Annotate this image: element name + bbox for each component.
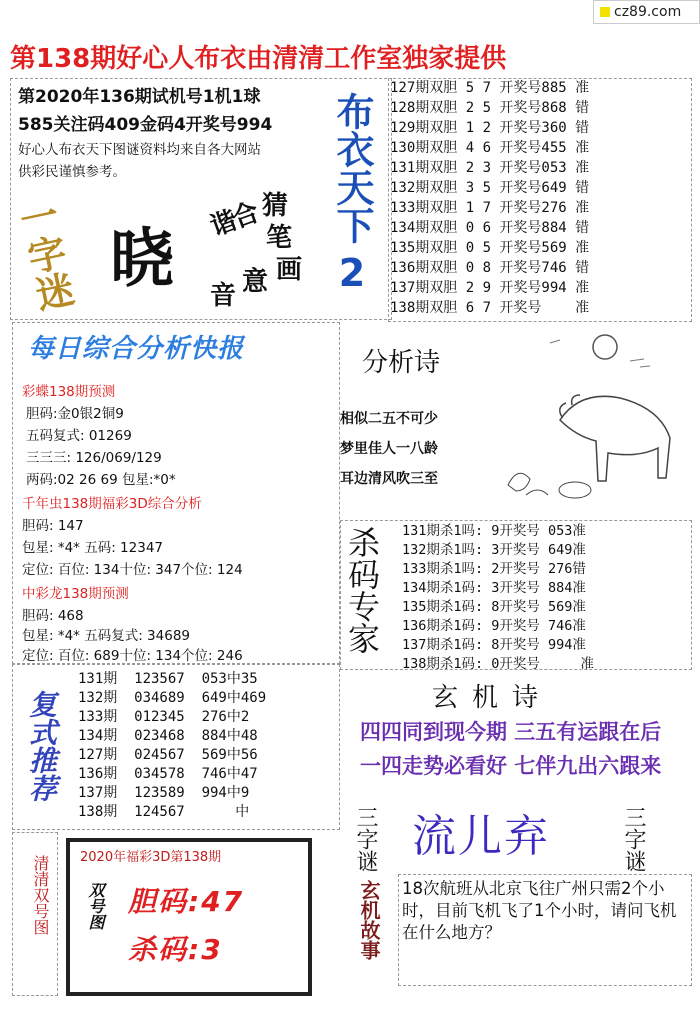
caidie-title: 彩蝶138期预测: [22, 384, 116, 400]
zhongcai-line: 胆码: 468: [22, 608, 84, 624]
riddle-hint: 合: [228, 197, 264, 235]
xuanji-title: 玄机诗: [432, 683, 553, 713]
trial-line-1: 第2020年136期试机号1机1球: [18, 87, 261, 107]
list-item: 136期双胆 0 8 开奖号746 错: [390, 260, 590, 276]
riddle-hint: 谐: [206, 205, 242, 243]
xuanji-line: 四四同到现今期 三五有运跟在后: [360, 720, 662, 744]
moon-icon: [593, 335, 617, 359]
riddle-hint: 音: [210, 281, 237, 311]
ox-icon: [560, 396, 670, 481]
qingqing-label-text: 清清双号图: [31, 855, 50, 935]
riddle-label: 一字迷: [16, 192, 79, 318]
story-label: [356, 880, 382, 965]
szm-left-text: 三字谜: [353, 806, 378, 872]
analysis-poem-line: 耳边清风吹三至: [340, 471, 438, 487]
qiannian-title: 千年虫138期福彩3D综合分析: [22, 496, 202, 512]
kill-list: [402, 522, 692, 674]
analysis-poem-line: 梦里佳人一八龄: [340, 441, 438, 457]
szm-right: [620, 806, 646, 879]
bird-icon: [526, 490, 548, 495]
table-row: 136期 034578 746中47: [78, 766, 258, 782]
qiannian-line: 胆码: 147: [22, 518, 84, 534]
szm-answer: 流儿弃: [412, 811, 550, 862]
brand-title: [323, 92, 381, 294]
zhongcai-line: 包星: *4* 五码复式: 34689: [22, 628, 191, 644]
compound-list: [78, 670, 338, 822]
list-item: 132期杀1吗: 3开奖号 649准: [402, 542, 586, 558]
list-item: 138期双胆 6 7 开奖号 准: [390, 300, 590, 316]
results-list: [390, 78, 690, 318]
frame-sha: 杀码:3: [128, 933, 223, 966]
list-item: 131期杀1吗: 9开奖号 053准: [402, 523, 586, 539]
table-row: 131期 123567 053中35: [78, 671, 258, 687]
basket-icon: [559, 482, 591, 498]
kill-label: [342, 526, 382, 662]
cloud-icon: [550, 340, 650, 367]
list-item: 135期杀1码: 8开奖号 569准: [402, 599, 586, 615]
riddle-hint: 意: [242, 267, 269, 297]
site-watermark-text: cz89.com: [614, 4, 682, 20]
double-code-frame: [66, 838, 312, 996]
list-item: 136期杀1码: 9开奖号 746准: [402, 618, 586, 634]
table-row: 137期 123589 994中9: [78, 785, 250, 801]
list-item: 135期双胆 0 5 开奖号569 准: [390, 240, 590, 256]
qiannian-line: 包星: *4* 五码: 12347: [22, 540, 164, 556]
table-row: 133期 012345 276中2: [78, 709, 250, 725]
table-row: 127期 024567 569中56: [78, 747, 258, 763]
frame-side-text: 双号图: [86, 882, 105, 930]
trial-line-3: 好心人布衣天下图谜资料均来自各大网站: [18, 142, 261, 158]
list-item: 128期双胆 2 5 开奖号868 错: [390, 100, 590, 116]
ox-illustration: [490, 325, 690, 520]
caidie-line: 胆码:金0银2铜9: [26, 406, 124, 422]
list-item: 130期双胆 4 6 开奖号455 准: [390, 140, 590, 156]
story-label-text: 玄机故事: [357, 880, 381, 960]
analysis-poem-line: 相似二五不可少: [340, 411, 438, 427]
szm-right-text: 三字谜: [621, 806, 646, 872]
caidie-line: 两码:02 26 69 包星:*0*: [26, 472, 176, 488]
zhongcai-line: 定位: 百位: 689十位: 134个位: 246: [22, 648, 243, 664]
xuanji-poem: [360, 715, 670, 783]
brand-text: 布衣天下: [330, 92, 374, 244]
list-item: 138期杀1码: 0开奖号 准: [402, 656, 595, 672]
list-item: 133期双胆 1 7 开奖号276 准: [390, 200, 590, 216]
brand-number: 2: [338, 251, 366, 295]
qingqing-label: [25, 855, 55, 940]
table-row: 138期 124567 中: [78, 804, 250, 820]
riddle-hints: [206, 185, 320, 311]
riddle-char: 晓: [110, 223, 174, 297]
fushi-label: [16, 690, 66, 810]
list-item: 131期双胆 2 3 开奖号053 准: [390, 160, 590, 176]
caidie-line: 三三三: 126/069/129: [26, 450, 162, 466]
fushi-label-text: 复式推荐: [25, 690, 58, 802]
site-watermark: [593, 0, 700, 24]
qiannian-line: 定位: 百位: 134十位: 347个位: 124: [22, 562, 243, 578]
frame-dan: 胆码:47: [128, 885, 245, 918]
trial-line-2: 585关注码409金码4开奖号994: [18, 115, 273, 135]
frame-title: 2020年福彩3D第138期: [80, 850, 222, 865]
daily-title: 每日综合分析快报: [28, 334, 245, 364]
frame-side: [84, 882, 104, 936]
story-text: 18次航班从北京飞往广州只需2个小时，目前飞机飞了1个小时，请问飞机在什么地方？: [402, 879, 677, 942]
table-row: 134期 023468 884中48: [78, 728, 258, 744]
list-item: 134期双胆 0 6 开奖号884 错: [390, 220, 590, 236]
zhongcai-title: 中彩龙138期预测: [22, 586, 129, 602]
list-item: 137期双胆 2 9 开奖号994 准: [390, 280, 590, 296]
list-item: 133期杀1吗: 2开奖号 276错: [402, 561, 586, 577]
szm-left: [352, 806, 378, 879]
caidie-line: 五码复式: 01269: [26, 428, 132, 444]
xuanji-line: 一四走势必看好 七伴九出六跟来: [360, 754, 662, 778]
list-item: 137期杀1码: 8开奖号 994准: [402, 637, 586, 653]
rooster-icon: [508, 473, 530, 491]
list-item: 129期双胆 1 2 开奖号360 错: [390, 120, 590, 136]
list-item: 132期双胆 3 5 开奖号649 错: [390, 180, 590, 196]
riddle-hint: 笔: [266, 223, 293, 253]
analysis-poem-title: 分析诗: [362, 348, 441, 378]
page-title: 第138期好心人布衣由清清工作室独家提供: [10, 44, 507, 74]
list-item: 134期杀1码: 3开奖号 884准: [402, 580, 586, 596]
kill-label-text: 杀码专家: [343, 526, 381, 654]
site-logo-icon: [600, 7, 610, 17]
table-row: 132期 034689 649中469: [78, 690, 267, 706]
trial-line-4: 供彩民谨慎参考。: [18, 164, 126, 180]
riddle-hint: 猜: [262, 191, 289, 221]
list-item: 127期双胆 5 7 开奖号885 准: [390, 80, 590, 96]
riddle-hint: 画: [276, 255, 303, 285]
